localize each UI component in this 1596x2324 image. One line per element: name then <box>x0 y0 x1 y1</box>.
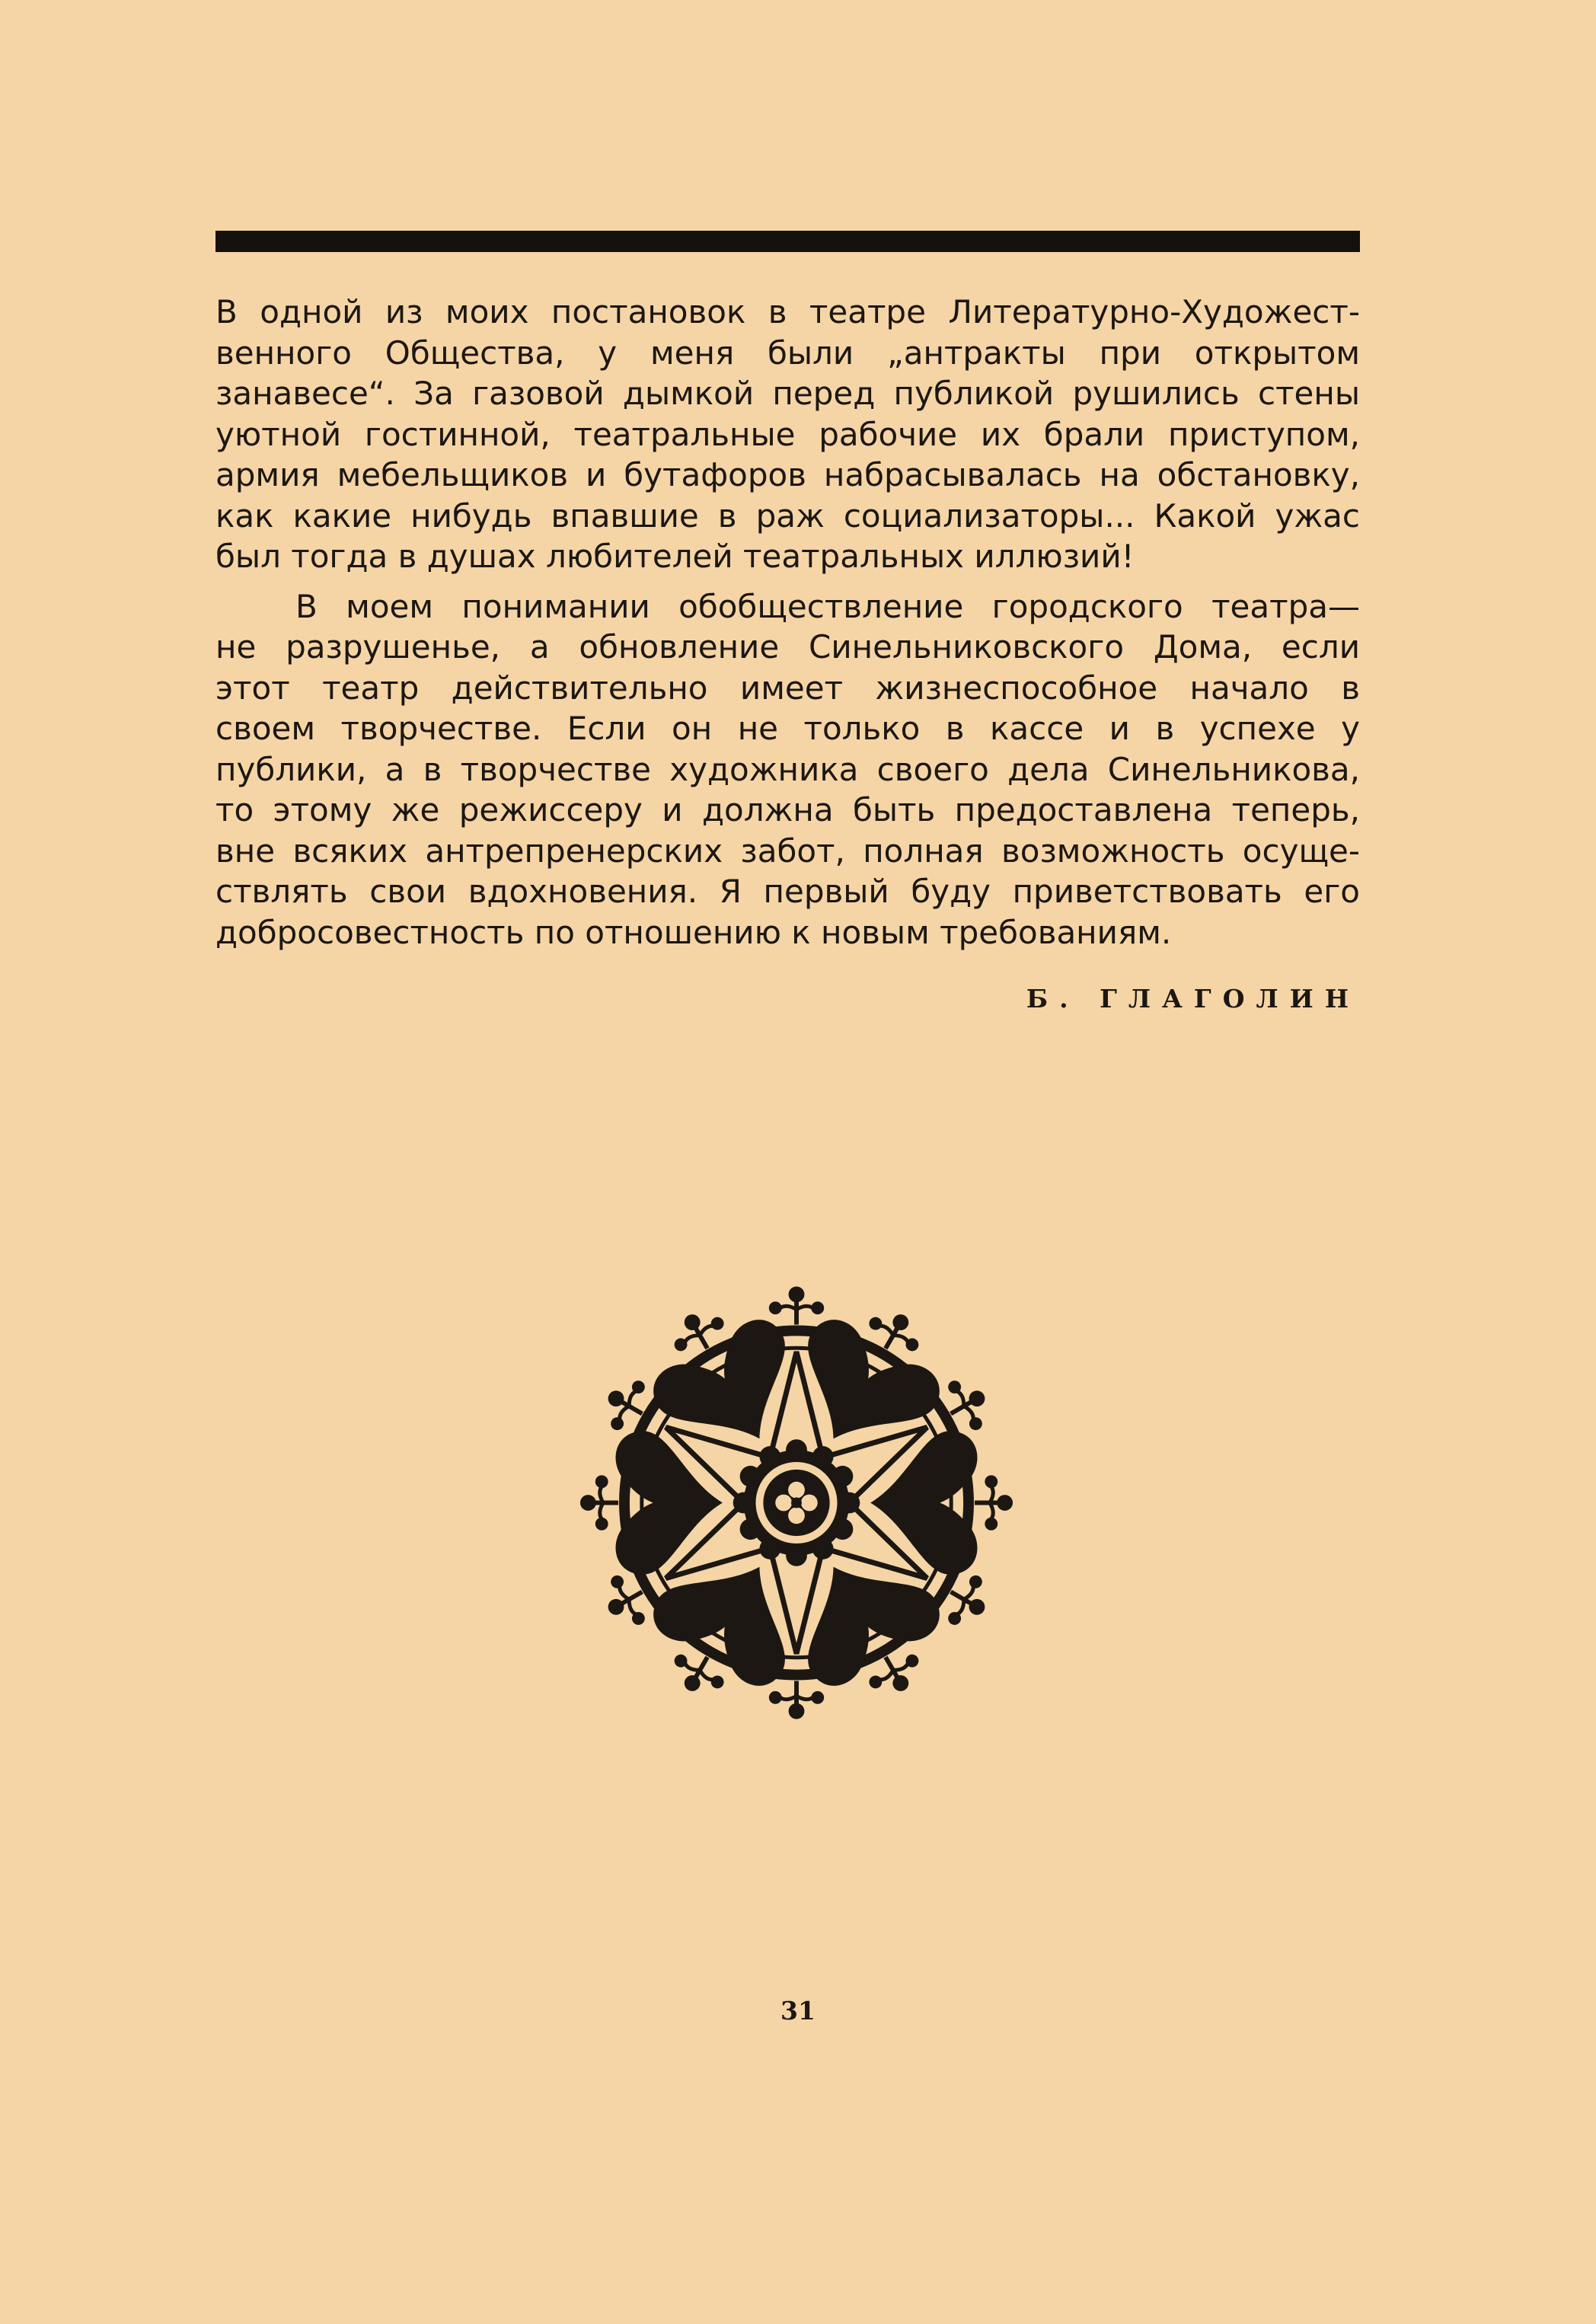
text-line: своем творчестве. Если он не только в кассе и в успехе у <box>215 710 1360 747</box>
text-line: венного Общества, у меня были „антракты при открытом <box>215 334 1360 372</box>
text-line: добросовестность по отношению к новым требованиям. <box>215 913 1172 951</box>
text-line: ствлять свои вдохновения. Я первый буду приветствовать его <box>215 873 1360 910</box>
text-line: В одной из моих постановок в театре Литературно-Художест- <box>215 293 1360 330</box>
text-line: не разрушенье, а обновление Синельниковского Дома, если <box>215 628 1360 666</box>
top-rule <box>215 231 1360 252</box>
text-line: В моем понимании обобществление городского театра— <box>295 587 1360 625</box>
text-line: этот театр действительно имеет жизнеспособное начало в <box>215 669 1360 707</box>
text-line: армия мебельщиков и бутафоров набрасывалась на обстановку, <box>215 456 1360 493</box>
text-line: занавесе“. За газовой дымкой перед публикой рушились стены <box>215 375 1360 412</box>
text-line: публики, а в творчестве художника своего дела Синельникова, <box>215 750 1360 788</box>
text-line: как какие нибудь впавшие в раж социализаторы... Какой ужас <box>215 496 1360 535</box>
paragraph-2 <box>215 586 1360 953</box>
text-line: был тогда в душах любителей театральных иллюзий! <box>215 538 1135 575</box>
rosette-star-ornament-icon <box>568 1284 1025 1722</box>
author-signature: Б. ГЛАГОЛИН <box>1026 984 1360 1014</box>
text-line: вне всяких антрепренерских забот, полная возможность осуще- <box>215 832 1360 870</box>
page-number: 31 <box>780 1996 816 2026</box>
paragraph-1 <box>215 292 1360 577</box>
text-line: то этому же режиссеру и должна быть предоставлена теперь, <box>215 791 1360 828</box>
text-line: уютной гостинной, театральные рабочие их брали приступом, <box>215 415 1360 453</box>
article-body <box>215 292 1360 953</box>
paragraph-gap <box>215 577 1360 586</box>
